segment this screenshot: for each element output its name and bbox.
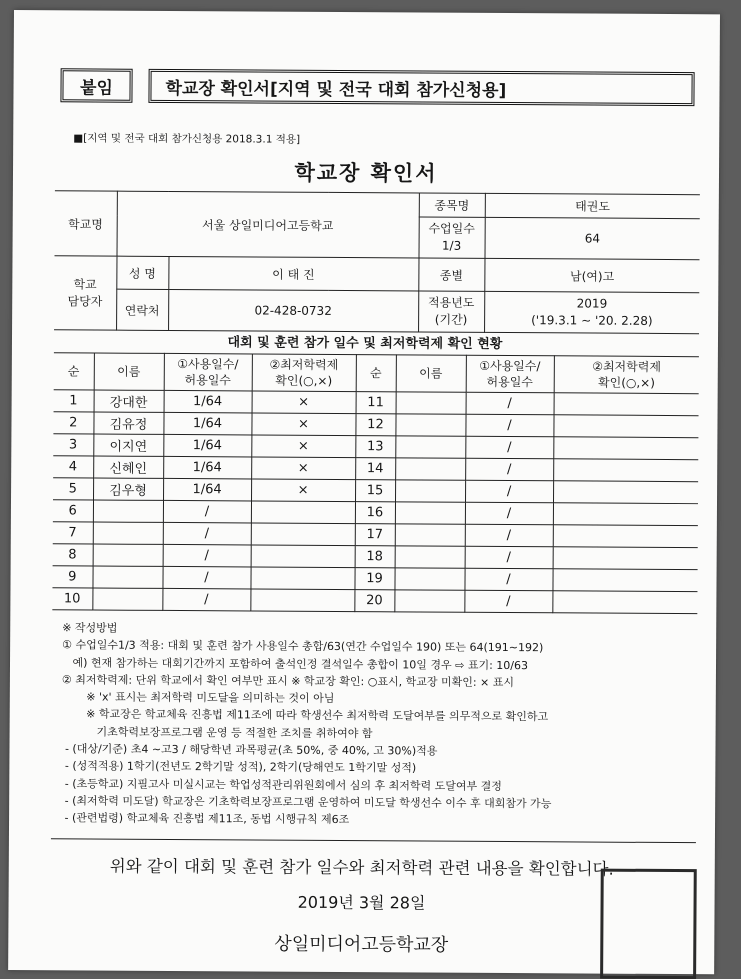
method-line: - (성적적용) 1학기(전년도 2학기말 성적), 2학기(당해연도 1학기말 성적) bbox=[61, 759, 417, 775]
school-label: 학교명 bbox=[54, 191, 116, 256]
row-no: 9 bbox=[52, 566, 92, 588]
col-no-2: 순 bbox=[356, 355, 396, 392]
row-no: 2 bbox=[53, 412, 93, 434]
row-name bbox=[396, 392, 466, 414]
col-name: 이름 bbox=[94, 353, 164, 390]
method-line: - (관련법령) 학교체육 진흥법 제11조, 동법 시행규칙 제6조 bbox=[61, 811, 350, 827]
method-line: 기초학력보장프로그램 운영 등 적절한 조치를 취하여야 함 bbox=[61, 725, 373, 740]
header-bar bbox=[60, 68, 696, 110]
method-line: ① 수업일수1/3 적용: 대회 및 훈련 참가 사용일수 총합/63(연간 수업일수 190) 또는 64(191~192) bbox=[62, 638, 544, 655]
method-line: - (초등학교) 지필고사 미실시교는 학업성적관리위원회에서 심의 후 최저학력 도달여부 결정 bbox=[61, 776, 502, 793]
row-use-days: 1/64 bbox=[163, 434, 251, 457]
row-use-days: / bbox=[465, 436, 553, 459]
row-min-check bbox=[251, 523, 355, 546]
row-no: 20 bbox=[354, 590, 394, 612]
row-use-days: 1/64 bbox=[163, 478, 251, 501]
row-name bbox=[93, 544, 163, 566]
sport-label: 종목명 bbox=[419, 193, 485, 217]
status-title: 대회 및 훈련 참가 일수 및 최저학력제 확인 현황 bbox=[227, 335, 503, 352]
row-name bbox=[395, 458, 465, 480]
table-row bbox=[52, 588, 697, 614]
row-use-days: / bbox=[464, 590, 552, 613]
status-table bbox=[52, 352, 699, 614]
contact-label: 연락처 bbox=[116, 289, 168, 330]
row-min-check bbox=[552, 591, 697, 614]
principal-signature: 상일미디어고등학교장 bbox=[274, 933, 449, 956]
row-use-days: / bbox=[162, 566, 250, 589]
category-label: 종별 bbox=[418, 258, 484, 291]
row-use-days: / bbox=[464, 568, 552, 591]
col-use-days-2: ①사용일수/ 허용일수 bbox=[466, 355, 554, 393]
row-min-check bbox=[251, 501, 355, 524]
row-min-check: × bbox=[252, 391, 356, 414]
row-min-check bbox=[554, 393, 699, 416]
header-title: 학교장 확인서[지역 및 전국 대회 참가신청용] bbox=[148, 69, 694, 106]
row-name bbox=[394, 568, 464, 590]
category-value: 남(여)고 bbox=[484, 258, 699, 292]
row-name: 강대한 bbox=[94, 390, 164, 412]
row-use-days: / bbox=[163, 500, 251, 523]
row-name bbox=[93, 522, 163, 544]
row-min-check: × bbox=[251, 479, 355, 502]
row-min-check bbox=[553, 525, 698, 548]
row-use-days: 1/64 bbox=[163, 412, 251, 435]
row-no: 14 bbox=[355, 458, 395, 480]
method-line: - (최저학력 미도달) 학교장은 기초학력보장프로그램 운영하여 미도달 학생선수 이수 후 대회참가 가능 bbox=[61, 794, 552, 811]
row-min-check bbox=[553, 481, 698, 504]
staff-label: 학교 담당자 bbox=[54, 256, 116, 330]
row-no: 1 bbox=[54, 390, 94, 412]
row-no: 16 bbox=[355, 502, 395, 524]
row-name: 신혜인 bbox=[93, 456, 163, 478]
row-use-days: 1/64 bbox=[164, 390, 252, 413]
row-name bbox=[395, 546, 465, 568]
row-min-check bbox=[250, 567, 354, 590]
row-name bbox=[93, 500, 163, 522]
row-no: 5 bbox=[53, 478, 93, 500]
row-min-check: × bbox=[251, 413, 355, 436]
row-use-days: / bbox=[162, 588, 250, 611]
row-name bbox=[395, 414, 465, 436]
row-name bbox=[92, 566, 162, 588]
application-note: ■[지역 및 전국 대회 참가신청용 2018.3.1 적용] bbox=[73, 132, 301, 146]
col-no: 순 bbox=[54, 353, 94, 390]
col-use-days: ①사용일수/ 허용일수 bbox=[164, 353, 252, 391]
year-label: 적용년도 (기간) bbox=[418, 291, 484, 332]
contact-value: 02-428-0732 bbox=[168, 289, 418, 332]
row-no: 12 bbox=[355, 414, 395, 436]
row-name: 김우형 bbox=[93, 478, 163, 500]
row-min-check bbox=[553, 547, 698, 570]
days-label: 수업일수 1/3 bbox=[418, 217, 484, 258]
method-line: 예) 현재 참가하는 대회기간까지 포함하여 출석인정 결석일수 총합이 10일 경우 ⇨ 표기: 10/63 bbox=[61, 655, 529, 672]
row-name: 김유정 bbox=[93, 412, 163, 434]
divider bbox=[51, 838, 696, 843]
row-use-days: / bbox=[465, 524, 553, 547]
info-table bbox=[54, 190, 700, 334]
year-value: 2019 ('19.3.1 ~ '20. 2.28) bbox=[484, 291, 699, 333]
row-name bbox=[394, 590, 464, 612]
name-value: 이 태 진 bbox=[168, 256, 418, 291]
row-use-days: / bbox=[465, 414, 553, 437]
row-name bbox=[395, 524, 465, 546]
row-no: 11 bbox=[356, 392, 396, 414]
row-no: 3 bbox=[53, 434, 93, 456]
method-line: ※ 작성방법 bbox=[62, 621, 118, 635]
row-use-days: / bbox=[465, 480, 553, 503]
row-use-days: / bbox=[163, 522, 251, 545]
row-min-check bbox=[552, 569, 697, 592]
row-min-check: × bbox=[251, 457, 355, 480]
row-name: 이지연 bbox=[93, 434, 163, 456]
row-no: 17 bbox=[355, 524, 395, 546]
row-use-days: 1/64 bbox=[163, 456, 251, 479]
sport-value: 태권도 bbox=[485, 193, 700, 218]
days-value: 64 bbox=[484, 217, 699, 259]
row-min-check: × bbox=[251, 435, 355, 458]
row-no: 6 bbox=[53, 500, 93, 522]
name-label: 성 명 bbox=[116, 256, 168, 289]
writing-method bbox=[61, 619, 702, 830]
row-no: 19 bbox=[354, 568, 394, 590]
row-no: 15 bbox=[355, 480, 395, 502]
row-min-check bbox=[553, 503, 698, 526]
method-line: - (대상/기준) 초4 ~고3 / 해당학년 과목평균(초 50%, 중 40%, 고 30%)적용 bbox=[61, 742, 438, 758]
row-no: 4 bbox=[53, 456, 93, 478]
row-use-days: / bbox=[465, 502, 553, 525]
row-name bbox=[395, 480, 465, 502]
col-min-check: ②최저학력제 확인(○,×) bbox=[252, 354, 356, 392]
method-line: ② 최저학력제: 단위 학교에서 확인 여부만 표시 ※ 학교장 확인: ○표시, 학교장 미확인: × 표시 bbox=[61, 673, 515, 689]
row-min-check bbox=[250, 589, 354, 612]
row-name bbox=[395, 436, 465, 458]
method-line: ※ 'x' 표시는 최저학력 미도달을 의미하는 것이 아님 bbox=[61, 690, 335, 706]
school-value: 서울 상일미디어고등학교 bbox=[116, 191, 418, 258]
method-line: ※ 학교장은 학교체육 진흥법 제11조에 따라 학생선수 최저학력 도달여부를 의무적으로 확인하고 bbox=[61, 707, 549, 724]
row-use-days: / bbox=[163, 544, 251, 567]
row-name bbox=[395, 502, 465, 524]
document-page bbox=[8, 10, 720, 974]
school-seal bbox=[600, 869, 697, 979]
row-min-check bbox=[553, 415, 698, 438]
row-no: 8 bbox=[53, 544, 93, 566]
row-use-days: / bbox=[465, 546, 553, 569]
row-min-check bbox=[251, 545, 355, 568]
confirm-statement: 위와 같이 대회 및 훈련 참가 일수와 최저학력 관련 내용을 확인합니다. bbox=[109, 856, 614, 879]
row-no: 18 bbox=[355, 546, 395, 568]
issue-date: 2019년 3월 28일 bbox=[297, 892, 426, 913]
col-name-2: 이름 bbox=[396, 355, 466, 392]
row-use-days: / bbox=[465, 458, 553, 481]
appendix-tag: 붙임 bbox=[60, 68, 132, 102]
row-min-check bbox=[553, 437, 698, 460]
row-no: 7 bbox=[53, 522, 93, 544]
row-no: 10 bbox=[52, 588, 92, 610]
row-min-check bbox=[553, 459, 698, 482]
row-use-days: / bbox=[466, 392, 554, 415]
row-no: 13 bbox=[355, 436, 395, 458]
col-min-check-2: ②최저학력제 확인(○,×) bbox=[554, 356, 699, 394]
row-name bbox=[92, 588, 162, 610]
document-title: 학교장 확인서 bbox=[294, 160, 438, 186]
